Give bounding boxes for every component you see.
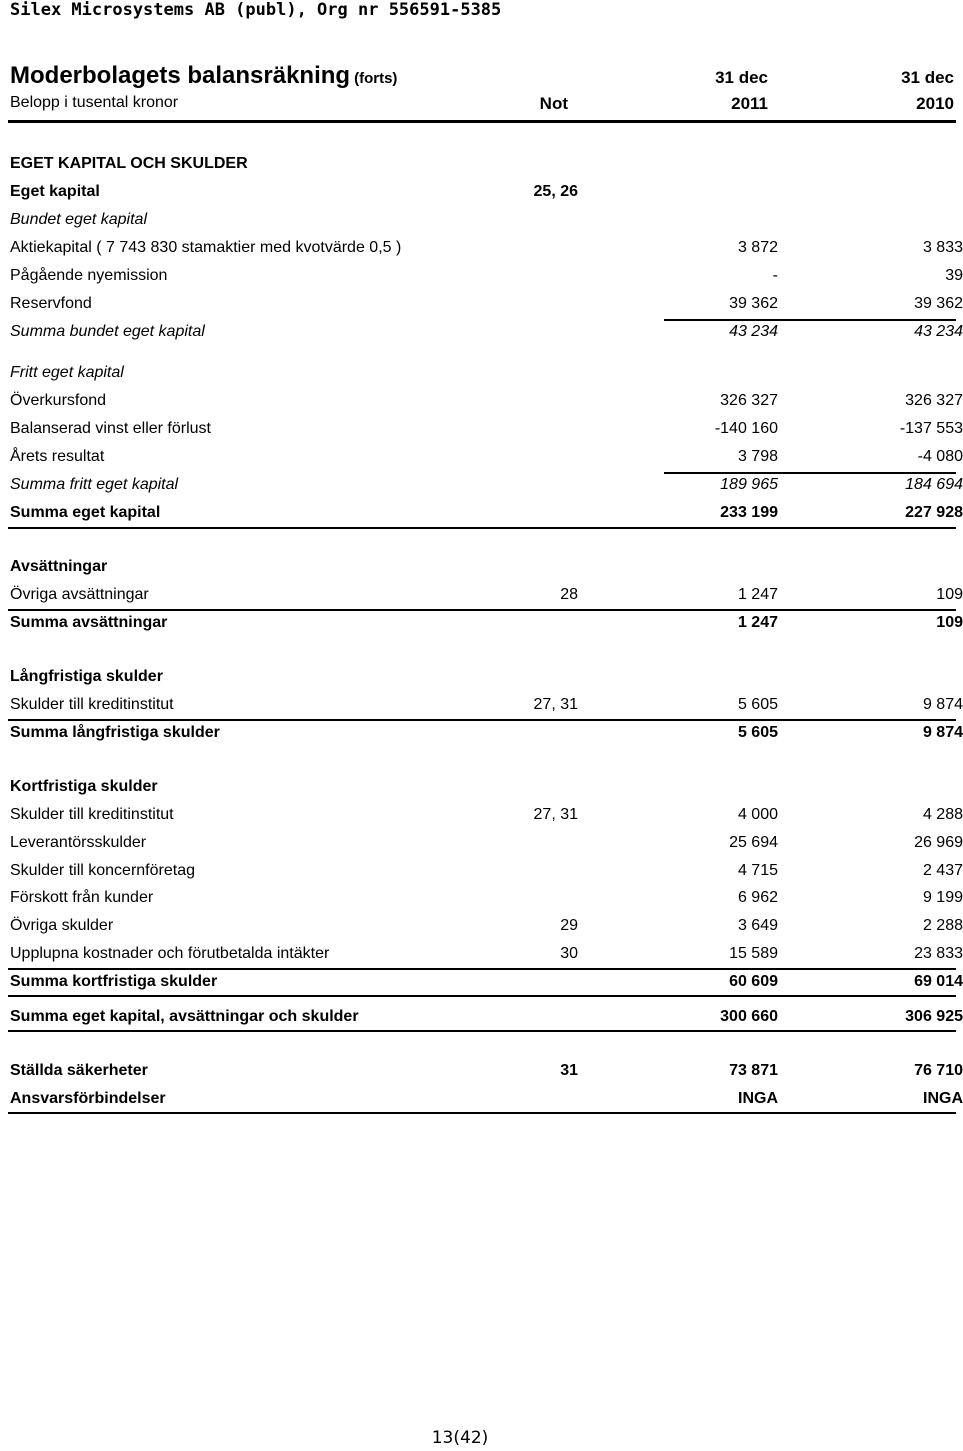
row-label: Skulder till koncernföretag <box>10 862 195 879</box>
statement-title-suffix: (forts) <box>354 70 398 87</box>
row-label: Summa bundet eget kapital <box>10 323 205 340</box>
total-rule <box>8 527 956 529</box>
row-label: Upplupna kostnader och förutbetalda intäkter <box>10 945 330 962</box>
row-value-2011: 233 199 <box>720 504 778 521</box>
row-value-2010: 39 362 <box>914 295 963 312</box>
table-row <box>10 721 963 745</box>
row-label: Kortfristiga skulder <box>10 778 158 795</box>
row-label: Aktiekapital ( 7 743 830 stamaktier med kvotvärde 0,5 ) <box>10 239 402 256</box>
row-label: Avsättningar <box>10 558 108 575</box>
row-value-2010: 69 014 <box>914 973 963 990</box>
table-row <box>10 665 954 689</box>
column-date-2011: 31 dec <box>715 68 768 87</box>
row-value-2010: 2 288 <box>922 917 963 934</box>
row-value-2010: 26 969 <box>914 834 963 851</box>
row-value-2011: 60 609 <box>729 973 778 990</box>
table-row <box>10 292 963 316</box>
table-row <box>10 803 963 827</box>
row-label: Reservfond <box>10 295 92 312</box>
table-row <box>10 180 954 204</box>
row-label: Långfristiga skulder <box>10 668 163 685</box>
row-value-2010: 4 288 <box>922 806 963 823</box>
row-note: 31 <box>560 1062 578 1079</box>
row-value-2011: 6 962 <box>737 889 778 906</box>
row-label: Summa långfristiga skulder <box>10 724 220 741</box>
row-label: Eget kapital <box>10 183 100 200</box>
row-value-2011: 1 247 <box>737 614 778 631</box>
table-row <box>10 611 963 635</box>
row-label: Summa eget kapital, avsättningar och skulder <box>10 1008 359 1025</box>
table-row <box>10 831 963 855</box>
table-row <box>10 775 954 799</box>
row-value-2011: 15 589 <box>729 945 778 962</box>
table-row <box>10 914 963 938</box>
table-row <box>10 264 963 288</box>
table-row <box>10 1087 963 1111</box>
table-row <box>10 417 963 441</box>
table-row <box>10 445 963 469</box>
row-value-2011: 5 605 <box>737 724 778 741</box>
table-row <box>10 236 963 260</box>
row-value-2011: -140 160 <box>714 420 778 437</box>
row-label: Summa kortfristiga skulder <box>10 973 218 990</box>
page-number: 13(42) <box>431 1428 489 1448</box>
column-header-not: Not <box>539 94 568 113</box>
row-label: Övriga avsättningar <box>10 586 149 603</box>
table-row <box>10 361 954 385</box>
table-row <box>10 208 954 232</box>
row-value-2010: INGA <box>923 1090 963 1107</box>
row-value-2010: 184 694 <box>905 476 963 493</box>
row-value-2010: 9 874 <box>922 696 963 713</box>
table-row <box>10 1005 963 1029</box>
row-label: EGET KAPITAL OCH SKULDER <box>10 155 248 172</box>
row-value-2011: 39 362 <box>729 295 778 312</box>
row-value-2011: 3 798 <box>737 448 778 465</box>
row-value-2010: 227 928 <box>905 504 963 521</box>
row-value-2010: 39 <box>945 267 963 284</box>
row-label: Leverantörsskulder <box>10 834 147 851</box>
row-value-2011: 3 649 <box>737 917 778 934</box>
row-label: Fritt eget kapital <box>10 364 124 381</box>
row-label: Skulder till kreditinstitut <box>10 696 174 713</box>
column-header-2010: 2010 <box>916 94 954 113</box>
row-value-2010: 3 833 <box>922 239 963 256</box>
row-label: Övriga skulder <box>10 917 114 934</box>
row-value-2011: 73 871 <box>729 1062 778 1079</box>
row-note: 27, 31 <box>533 696 578 713</box>
subtotal-rule <box>664 319 956 321</box>
row-value-2011: 300 660 <box>720 1008 778 1025</box>
row-note: 28 <box>560 586 578 603</box>
row-value-2011: 1 247 <box>737 586 778 603</box>
row-label: Skulder till kreditinstitut <box>10 806 174 823</box>
row-value-2010: 43 234 <box>914 323 963 340</box>
row-note: 29 <box>560 917 578 934</box>
row-value-2011: 43 234 <box>729 323 778 340</box>
table-row <box>10 859 963 883</box>
row-value-2010: 76 710 <box>914 1062 963 1079</box>
row-label: Balanserad vinst eller förlust <box>10 420 211 437</box>
table-row <box>10 152 954 176</box>
row-value-2011: 3 872 <box>737 239 778 256</box>
row-value-2010: 326 327 <box>905 392 963 409</box>
table-row <box>10 693 963 717</box>
row-label: Förskott från kunder <box>10 889 154 906</box>
subtotal-rule <box>8 719 956 721</box>
row-label: Summa avsättningar <box>10 614 168 631</box>
row-value-2010: 9 874 <box>922 724 963 741</box>
row-value-2011: - <box>772 267 778 284</box>
row-value-2011: 4 715 <box>737 862 778 879</box>
row-value-2010: -137 553 <box>899 420 963 437</box>
subtotal-rule <box>8 968 956 970</box>
row-value-2010: 9 199 <box>922 889 963 906</box>
row-value-2011: 25 694 <box>729 834 778 851</box>
table-row <box>10 970 963 994</box>
table-row <box>10 389 963 413</box>
row-label: Pågående nyemission <box>10 267 168 284</box>
grand-total-rule <box>8 1030 956 1032</box>
column-date-2010: 31 dec <box>901 68 954 87</box>
statement-title-text: Moderbolagets balansräkning <box>10 62 351 89</box>
row-value-2011: 326 327 <box>720 392 778 409</box>
row-value-2011: 4 000 <box>737 806 778 823</box>
row-value-2010: 109 <box>936 614 963 631</box>
row-value-2011: 189 965 <box>720 476 778 493</box>
row-value-2011: INGA <box>738 1090 778 1107</box>
table-row <box>10 320 963 344</box>
row-label: Årets resultat <box>10 448 105 465</box>
row-label: Ansvarsförbindelser <box>10 1090 166 1107</box>
table-row <box>10 1059 963 1083</box>
row-value-2010: 306 925 <box>905 1008 963 1025</box>
row-note: 25, 26 <box>533 183 578 200</box>
row-label: Summa fritt eget kapital <box>10 476 179 493</box>
row-note: 27, 31 <box>533 806 578 823</box>
subtotal-rule <box>664 472 956 474</box>
row-label: Ställda säkerheter <box>10 1062 148 1079</box>
row-note: 30 <box>560 945 578 962</box>
amount-unit-label: Belopp i tusental kronor <box>10 94 179 111</box>
row-value-2010: 2 437 <box>922 862 963 879</box>
row-value-2010: 23 833 <box>914 945 963 962</box>
table-row <box>10 501 963 525</box>
table-row <box>10 583 963 607</box>
column-header-2011: 2011 <box>731 94 768 113</box>
footer-rule <box>8 1112 956 1114</box>
row-label: Summa eget kapital <box>10 504 161 521</box>
table-row <box>10 555 954 579</box>
table-row <box>10 473 963 497</box>
row-value-2010: -4 080 <box>917 448 963 465</box>
row-label: Bundet eget kapital <box>10 211 147 228</box>
row-value-2010: 109 <box>936 586 963 603</box>
total-rule <box>8 995 956 997</box>
row-label: Överkursfond <box>10 392 107 409</box>
table-row <box>10 942 963 966</box>
row-value-2011: 5 605 <box>737 696 778 713</box>
company-header: Silex Microsystems AB (publ), Org nr 556591-5385 <box>10 0 502 20</box>
subtotal-rule <box>8 609 956 611</box>
table-row <box>10 886 963 910</box>
